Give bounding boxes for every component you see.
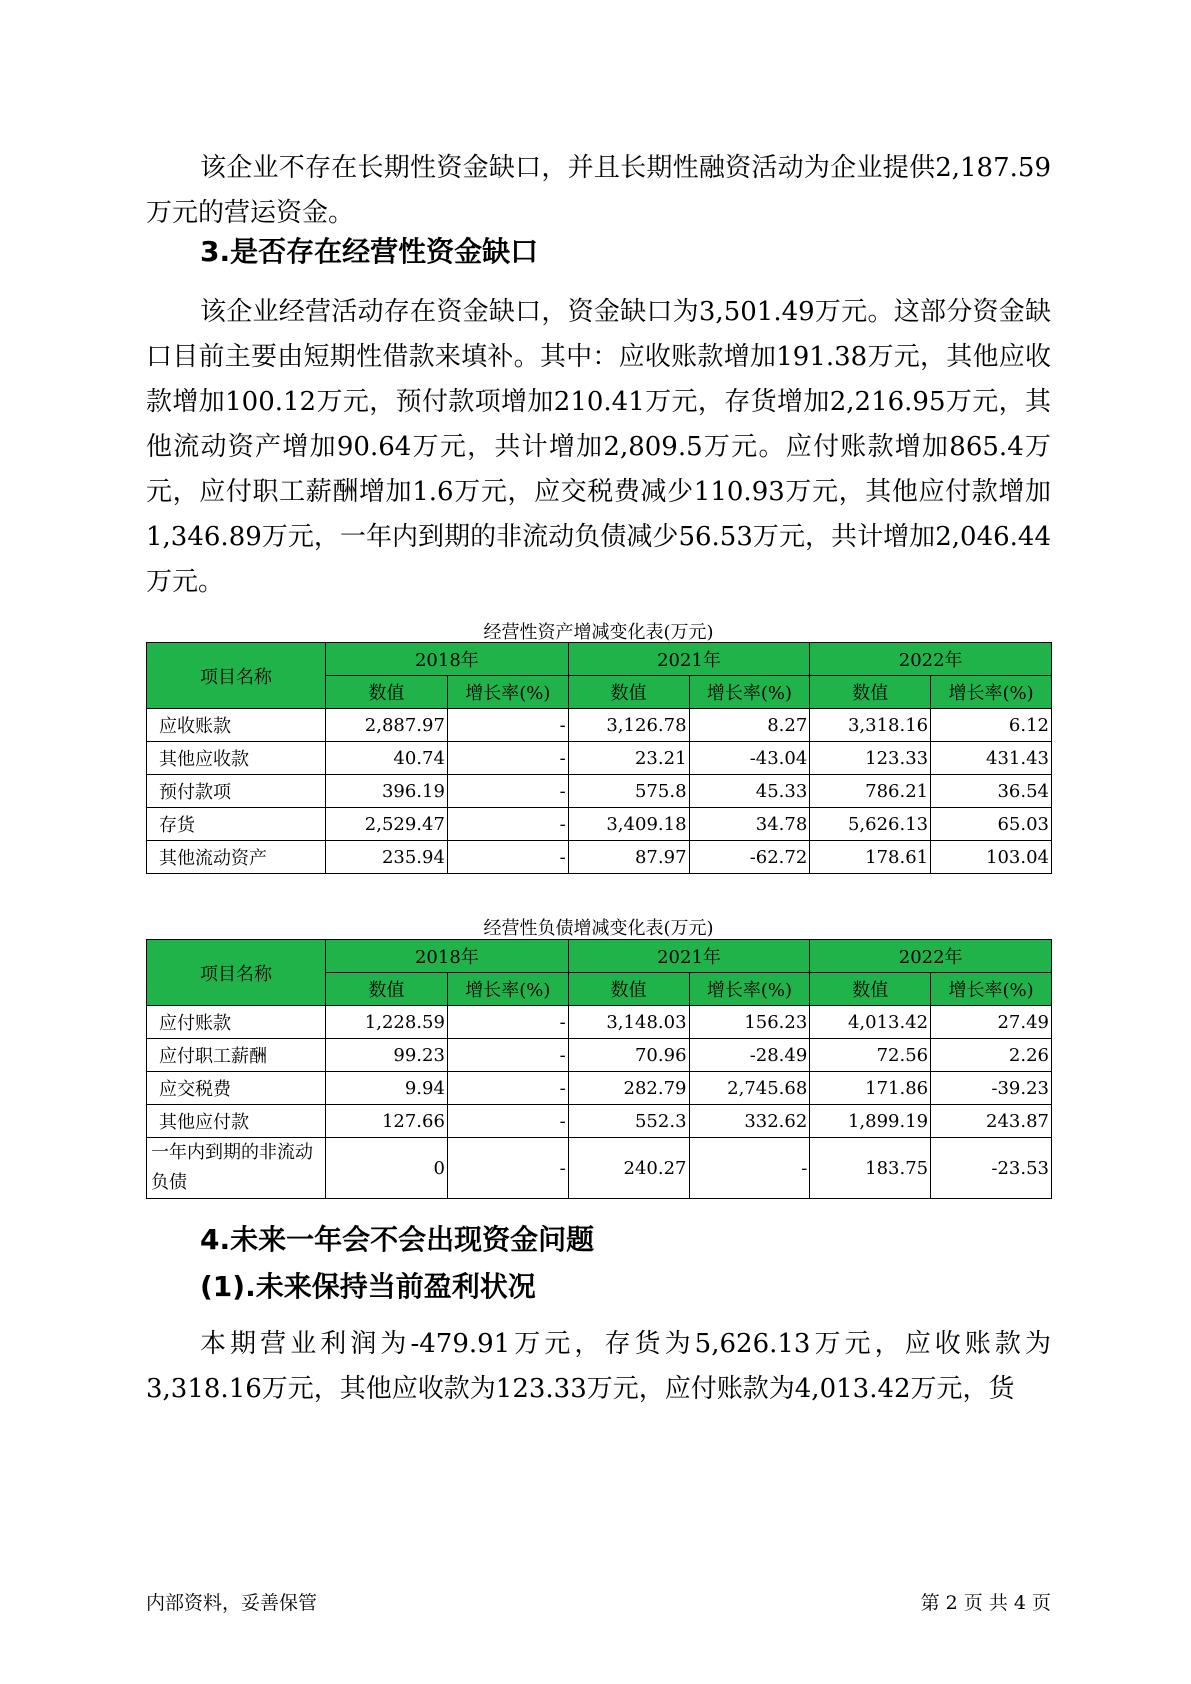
growth-cell-2018: - <box>447 1006 568 1039</box>
value-cell-2022: 3,318.16 <box>810 709 931 742</box>
column-header-value: 数值 <box>810 973 931 1006</box>
growth-cell-2022: 36.54 <box>931 775 1052 808</box>
column-header-item: 项目名称 <box>147 940 326 1006</box>
growth-cell-2022: 2.26 <box>931 1039 1052 1072</box>
column-header-item: 项目名称 <box>147 643 326 709</box>
heading-future-funding: 4.未来一年会不会出现资金问题 <box>200 1223 595 1256</box>
heading-operating-gap: 3.是否存在经营性资金缺口 <box>200 235 539 268</box>
growth-cell-2022: 243.87 <box>931 1105 1052 1138</box>
growth-cell-2018: - <box>447 709 568 742</box>
value-cell-2021: 3,148.03 <box>568 1006 689 1039</box>
growth-cell-2018: - <box>447 1039 568 1072</box>
row-name-cell: 其他流动资产 <box>147 841 326 874</box>
row-name-cell: 应付账款 <box>147 1006 326 1039</box>
growth-cell-2022: -39.23 <box>931 1072 1052 1105</box>
growth-cell-2022: 103.04 <box>931 841 1052 874</box>
value-cell-2018: 2,529.47 <box>326 808 448 841</box>
column-header-year: 2022年 <box>810 643 1052 676</box>
growth-cell-2018: - <box>447 1072 568 1105</box>
value-cell-2022: 1,899.19 <box>810 1105 931 1138</box>
column-header-growth: 增长率(%) <box>447 676 568 709</box>
column-header-growth: 增长率(%) <box>931 676 1052 709</box>
value-cell-2021: 282.79 <box>568 1072 689 1105</box>
value-cell-2022: 171.86 <box>810 1072 931 1105</box>
column-header-value: 数值 <box>326 973 448 1006</box>
paragraph-long-term-financing: 该企业不存在长期性资金缺口，并且长期性融资活动为企业提供2,187.59万元的营运资金。 <box>146 153 1051 228</box>
growth-cell-2018: - <box>447 1138 568 1199</box>
growth-cell-2018: - <box>447 1105 568 1138</box>
growth-cell-2021: 45.33 <box>689 775 810 808</box>
value-cell-2022: 123.33 <box>810 742 931 775</box>
value-cell-2021: 70.96 <box>568 1039 689 1072</box>
column-header-growth: 增长率(%) <box>689 676 810 709</box>
growth-cell-2021: 34.78 <box>689 808 810 841</box>
column-header-value: 数值 <box>568 973 689 1006</box>
value-cell-2021: 23.21 <box>568 742 689 775</box>
value-cell-2018: 235.94 <box>326 841 448 874</box>
table-row <box>147 841 1052 874</box>
column-header-year: 2018年 <box>326 940 569 973</box>
growth-cell-2018: - <box>447 775 568 808</box>
growth-cell-2021: 2,745.68 <box>689 1072 810 1105</box>
growth-cell-2021: 156.23 <box>689 1006 810 1039</box>
growth-cell-2021: -43.04 <box>689 742 810 775</box>
growth-cell-2018: - <box>447 742 568 775</box>
value-cell-2022: 5,626.13 <box>810 808 931 841</box>
value-cell-2022: 183.75 <box>810 1138 931 1199</box>
table-row <box>147 1105 1052 1138</box>
table-row <box>147 775 1052 808</box>
column-header-value: 数值 <box>568 676 689 709</box>
column-header-year: 2018年 <box>326 643 569 676</box>
value-cell-2021: 240.27 <box>568 1138 689 1199</box>
assets-table-caption: 经营性资产增减变化表(万元) <box>483 622 714 643</box>
column-header-year: 2022年 <box>810 940 1052 973</box>
growth-cell-2018: - <box>447 841 568 874</box>
liabilities-table <box>146 939 1052 1199</box>
row-name-cell: 应付职工薪酬 <box>147 1039 326 1072</box>
value-cell-2022: 786.21 <box>810 775 931 808</box>
table-row <box>147 1138 1052 1199</box>
growth-cell-2022: 6.12 <box>931 709 1052 742</box>
row-name-cell: 应交税费 <box>147 1072 326 1105</box>
column-header-growth: 增长率(%) <box>447 973 568 1006</box>
table-row <box>147 742 1052 775</box>
value-cell-2018: 2,887.97 <box>326 709 448 742</box>
value-cell-2021: 3,409.18 <box>568 808 689 841</box>
growth-cell-2022: 65.03 <box>931 808 1052 841</box>
value-cell-2021: 3,126.78 <box>568 709 689 742</box>
growth-cell-2021: 332.62 <box>689 1105 810 1138</box>
footer-page-number: 第 2 页 共 4 页 <box>920 1592 1051 1614</box>
column-header-growth: 增长率(%) <box>689 973 810 1006</box>
row-name-cell: 存货 <box>147 808 326 841</box>
table-row <box>147 709 1052 742</box>
value-cell-2021: 552.3 <box>568 1105 689 1138</box>
value-cell-2021: 87.97 <box>568 841 689 874</box>
table-row <box>147 808 1052 841</box>
growth-cell-2021: - <box>689 1138 810 1199</box>
growth-cell-2021: -28.49 <box>689 1039 810 1072</box>
row-name-cell: 其他应收款 <box>147 742 326 775</box>
assets-table <box>146 642 1052 874</box>
growth-cell-2018: - <box>447 808 568 841</box>
row-name-cell: 应收账款 <box>147 709 326 742</box>
value-cell-2018: 396.19 <box>326 775 448 808</box>
liabilities-table-caption: 经营性负债增减变化表(万元) <box>483 918 714 939</box>
growth-cell-2021: -62.72 <box>689 841 810 874</box>
value-cell-2018: 40.74 <box>326 742 448 775</box>
paragraph-current-profit: 本期营业利润为-479.91万元，存货为5,626.13万元，应收账款为3,318.16万元，其他应收款为123.33万元，应付账款为4,013.42万元，货 <box>146 1329 1051 1404</box>
heading-current-profit: (1).未来保持当前盈利状况 <box>200 1270 536 1303</box>
column-header-year: 2021年 <box>568 940 810 973</box>
value-cell-2018: 0 <box>326 1138 448 1199</box>
growth-cell-2021: 8.27 <box>689 709 810 742</box>
paragraph-operating-gap: 该企业经营活动存在资金缺口，资金缺口为3,501.49万元。这部分资金缺口目前主要由短期性借款来填补。其中：应收账款增加191.38万元，其他应收款增加100.12万元，预付款项增加210.41万元，存货增加2,216.95万元，其他流动资产增加90.64万元，共计增加2,809.5万元。应付账款增加865.4万元，应付职工薪酬增加1.6万元，应交税费减少110.93万元，其他应付款增加1,346.89万元，一年内到期的非流动负债减少56.53万元，共计增加2,046.44万元。 <box>146 297 1051 597</box>
value-cell-2022: 4,013.42 <box>810 1006 931 1039</box>
growth-cell-2022: -23.53 <box>931 1138 1052 1199</box>
footer-confidential-note: 内部资料，妥善保管 <box>146 1592 318 1614</box>
value-cell-2018: 99.23 <box>326 1039 448 1072</box>
table-row <box>147 1006 1052 1039</box>
table-row <box>147 1072 1052 1105</box>
value-cell-2021: 575.8 <box>568 775 689 808</box>
row-name-cell: 其他应付款 <box>147 1105 326 1138</box>
column-header-value: 数值 <box>326 676 448 709</box>
value-cell-2018: 1,228.59 <box>326 1006 448 1039</box>
column-header-value: 数值 <box>810 676 931 709</box>
growth-cell-2022: 27.49 <box>931 1006 1052 1039</box>
value-cell-2018: 9.94 <box>326 1072 448 1105</box>
table-row <box>147 1039 1052 1072</box>
column-header-growth: 增长率(%) <box>931 973 1052 1006</box>
row-name-cell: 预付款项 <box>147 775 326 808</box>
growth-cell-2022: 431.43 <box>931 742 1052 775</box>
value-cell-2022: 178.61 <box>810 841 931 874</box>
value-cell-2022: 72.56 <box>810 1039 931 1072</box>
column-header-year: 2021年 <box>568 643 810 676</box>
value-cell-2018: 127.66 <box>326 1105 448 1138</box>
row-name-cell: 一年内到期的非流动负债 <box>147 1138 326 1199</box>
